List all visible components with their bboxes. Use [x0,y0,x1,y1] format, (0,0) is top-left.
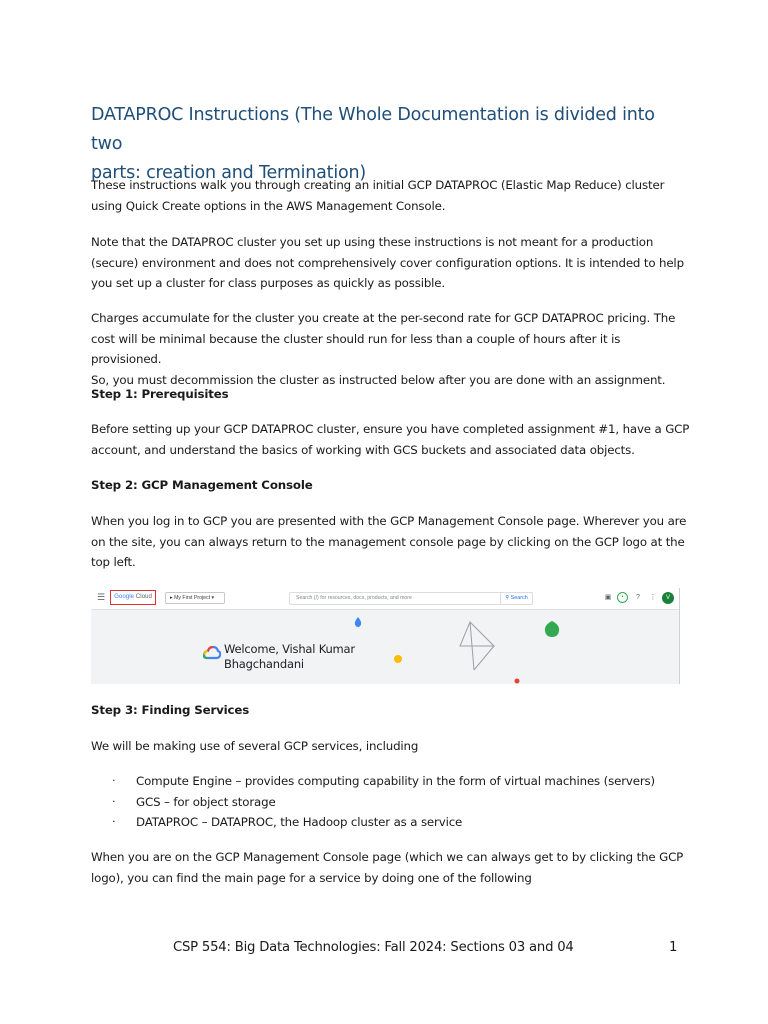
google-cloud-logo [110,590,156,605]
step-2-title: Step 2: GCP Management Console [91,478,313,492]
hamburger-menu-icon: ☰ [97,592,106,602]
bullet-dot: · [112,774,116,787]
step-1-line-2: account, and understand the basics of working with GCS buckets and associated data objects. [91,442,635,457]
search-button-label: Search [510,595,528,601]
logo-google-text: Google [114,593,135,600]
note-line-1: Note that the DATAPROC cluster you set up using these instructions is not meant for a production [91,235,654,249]
charges-line-1: Charges accumulate for the cluster you create at the per-second rate for GCP DATAPROC pricing. The [91,311,676,325]
step-1-body [91,419,691,460]
list-item-text: GCS – for object storage [136,794,276,809]
step-3-title: Step 3: Finding Services [91,703,250,717]
list-item [91,812,691,833]
step-2-line-1: When you log in to GCP you are presented with the GCP Management Console page. Wherever you are [91,514,687,528]
step-3-intro: We will be making use of several GCP services, including [91,739,419,753]
help-icon: ? [636,594,640,601]
search-input: Search (/) for resources, docs, products, and more [289,592,533,605]
search-button [500,592,533,605]
list-item [91,771,691,792]
project-name: My First Project [174,595,211,601]
intro-line-2: using Quick Create options in the AWS Management Console. [91,198,446,213]
step-2-line-3: top left. [91,555,136,569]
bullet-dot: · [112,794,116,808]
paper-plane-decoration [458,620,498,672]
step-3-outro [91,847,691,888]
step-2-line-2: on the site, you can always return to the management console page by clicking on the GCP logo at the [91,534,685,549]
chevron-down-icon: ▾ [211,595,215,601]
bullet-dot: · [112,815,116,828]
cloud-shell-icon: ▣ [604,594,612,601]
intro-paragraph [91,175,691,216]
search-icon: ⚲ [505,595,510,601]
gcp-top-bar [91,588,679,610]
logo-cloud-text: Cloud [134,593,152,600]
list-item [91,792,691,813]
welcome-line-1: Welcome, Vishal Kumar [224,642,355,656]
step-3-outro-line-2: logo), you can find the main page for a service by doing one of the following [91,870,532,885]
note-line-2: (secure) environment and does not comprehensively cover configuration options. It is intended to help [91,255,684,270]
gcp-console-screenshot [91,588,680,684]
step-3-outro-line-1: When you are on the GCP Management Console page (which we can always get to by clicking the GCP [91,850,684,864]
list-item-text: Compute Engine – provides computing capability in the form of virtual machines (servers) [136,774,656,788]
google-cloud-icon [203,646,221,660]
avatar: V [662,592,674,604]
note-line-3: you set up a cluster for class purposes as quickly as possible. [91,276,446,290]
notifications-icon: • [617,592,628,603]
heading-line-2: parts: creation and Termination) [91,163,367,183]
project-icon: ▸ [170,595,173,601]
blue-drop-decoration [353,616,363,628]
red-dot-decoration [514,678,520,684]
note-paragraph [91,232,691,294]
charges-paragraph [91,308,691,390]
project-selector [165,592,225,604]
step-1-title: Step 1: Prerequisites [91,387,229,401]
more-options-icon: ⋮ [649,594,657,601]
intro-line-1: These instructions walk you through creating an initial GCP DATAPROC (Elastic Map Reduce) cluster [91,178,665,192]
services-list [91,771,691,833]
list-item-text: DATAPROC – DATAPROC, the Hadoop cluster as a service [136,815,463,829]
step-2-body [91,511,691,573]
welcome-line-2: Bhagchandani [224,657,304,671]
page-footer: CSP 554: Big Data Technologies: Fall 2024: Sections 03 and 04 [173,940,574,955]
charges-line-2: cost will be minimal because the cluster should run for less than a couple of hours after it is provisioned. [91,331,621,366]
green-leaf-decoration [543,620,561,638]
welcome-message [224,642,355,672]
heading-line-1: DATAPROC Instructions (The Whole Documentation is divided into two [91,105,655,154]
step-1-line-1: Before setting up your GCP DATAPROC cluster, ensure you have completed assignment #1, have a GCP [91,422,690,436]
charges-line-3: So, you must decommission the cluster as instructed below after you are done with an assignment. [91,372,666,387]
yellow-dot-decoration [393,654,403,664]
page-number: 1 [669,940,678,955]
